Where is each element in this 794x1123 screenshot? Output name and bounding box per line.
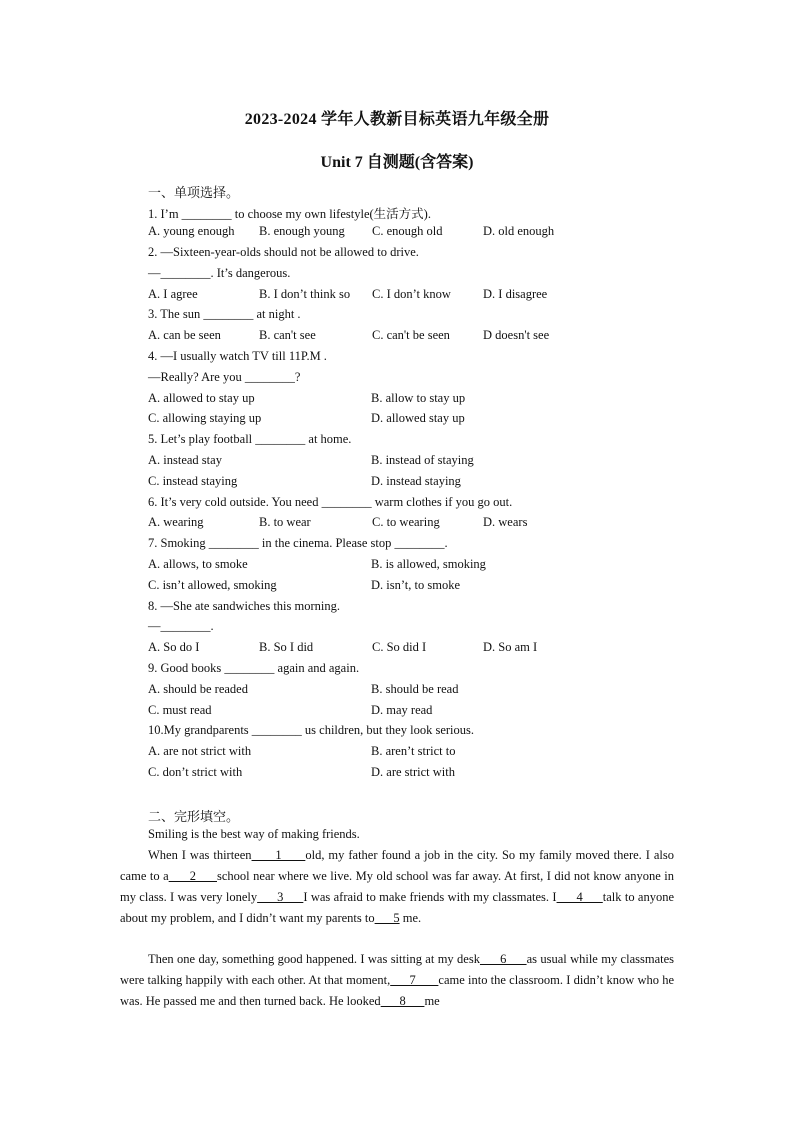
question-text: 5. Let’s play football ________ at home. [148,432,352,446]
option-a: A. are not strict with [148,744,252,758]
passage-paragraph [120,949,674,1012]
passage-text: Then one day, something good happened. I was sitting at my desk [148,952,480,966]
option-d: D doesn't see [483,328,550,342]
question-text: —________. [148,619,214,633]
document-title: 2023-2024 学年人教新目标英语九年级全册 [244,111,550,128]
question-text: 1. I’m ________ to choose my own lifestyle(生活方式). [148,207,431,221]
option-d: D. old enough [483,224,555,238]
option-a: A. wearing [148,515,204,529]
question-text: 7. Smoking ________ in the cinema. Please stop ________. [148,536,448,550]
passage-title: Smiling is the best way of making friends. [148,827,360,841]
option-row [148,578,588,596]
option-row [148,515,588,533]
option-b: B. should be read [371,682,459,696]
section-heading-multiple-choice: 一、单项选择。 [148,185,240,200]
option-d: D. are strict with [371,765,456,779]
option-d: D. instead staying [371,474,461,488]
option-d: D. I disagree [483,287,548,301]
option-a: A. instead stay [148,453,222,467]
option-b: B. enough young [259,224,345,238]
option-d: D. isn’t, to smoke [371,578,461,592]
cloze-blank-1: 1 [251,848,306,862]
option-c: C. to wearing [372,515,440,529]
option-row [148,474,588,492]
option-row [148,391,588,409]
question-text: 9. Good books ________ again and again. [148,661,360,675]
option-row [148,411,588,429]
passage-text: old, my father found a job in the city. So my family moved there. I also came to a [120,848,675,883]
cloze-blank-5: 5 [374,911,400,925]
cloze-blank-4: 4 [556,890,603,904]
option-row [148,682,588,700]
option-c: C. enough old [372,224,443,238]
question-text: 10.My grandparents ________ us children, but they look serious. [148,723,474,737]
option-row [148,328,588,346]
cloze-blank-2: 2 [168,869,217,883]
option-d: D. may read [371,703,433,717]
question-text: —Really? Are you ________? [148,370,301,384]
passage-paragraph [120,845,674,929]
question-text: 3. The sun ________ at night . [148,307,301,321]
question-text: —________. It’s dangerous. [148,266,291,280]
option-b: B. So I did [259,640,314,654]
option-b: B. instead of staying [371,453,474,467]
passage-text: as usual while my classmates were talking happily with each other. At that moment, [120,952,675,987]
option-b: B. is allowed, smoking [371,557,486,571]
option-c: C. don’t strict with [148,765,243,779]
option-row [148,703,588,721]
option-row [148,640,588,658]
passage-text: When I was thirteen [148,848,252,862]
cloze-blank-8: 8 [380,994,425,1008]
option-a: A. can be seen [148,328,221,342]
option-d: D. wears [483,515,528,529]
document-subtitle: Unit 7 自测题(含答案) [320,154,474,171]
option-c: C. must read [148,703,212,717]
cloze-blank-3: 3 [257,890,304,904]
option-a: A. I agree [148,287,198,301]
option-c: C. instead staying [148,474,238,488]
passage-text: I was afraid to make friends with my classmates. I [303,890,557,904]
option-a: A. allowed to stay up [148,391,255,405]
option-a: A. So do I [148,640,200,654]
option-b: B. I don’t think so [259,287,351,301]
option-b: B. can't see [259,328,316,342]
passage-text: me [424,994,440,1008]
passage-text: talk to anyone about my problem, and I didn’t want my parents to [120,890,675,925]
option-row [148,453,588,471]
passage-text: came into the classroom. I didn’t know who he was. He passed me and then turned back. He looked [120,973,675,1008]
cloze-blank-7: 7 [390,973,439,987]
option-c: C. allowing staying up [148,411,262,425]
option-a: A. young enough [148,224,235,238]
option-b: B. to wear [259,515,311,529]
option-c: C. So did I [372,640,427,654]
question-text: 8. —She ate sandwiches this morning. [148,599,340,613]
option-c: C. can't be seen [372,328,450,342]
question-text: 6. It’s very cold outside. You need ________ warm clothes if you go out. [148,495,513,509]
passage-text: school near where we live. My old school was far away. At first, I did not know anyone in my class. I was very lonely [120,869,675,904]
option-row [148,224,588,242]
question-text: 2. —Sixteen-year-olds should not be allowed to drive. [148,245,419,259]
option-row [148,287,588,305]
option-b: B. allow to stay up [371,391,466,405]
option-c: C. I don’t know [372,287,451,301]
option-a: A. should be readed [148,682,248,696]
question-text: 4. —I usually watch TV till 11P.M . [148,349,327,363]
section-heading-cloze: 二、完形填空。 [148,809,240,824]
option-row [148,765,588,783]
passage-text: me. [399,911,422,925]
option-d: D. So am I [483,640,538,654]
option-row [148,744,588,762]
option-row [148,557,588,575]
cloze-blank-6: 6 [479,952,527,966]
option-b: B. aren’t strict to [371,744,456,758]
option-c: C. isn’t allowed, smoking [148,578,277,592]
option-a: A. allows, to smoke [148,557,248,571]
option-d: D. allowed stay up [371,411,465,425]
